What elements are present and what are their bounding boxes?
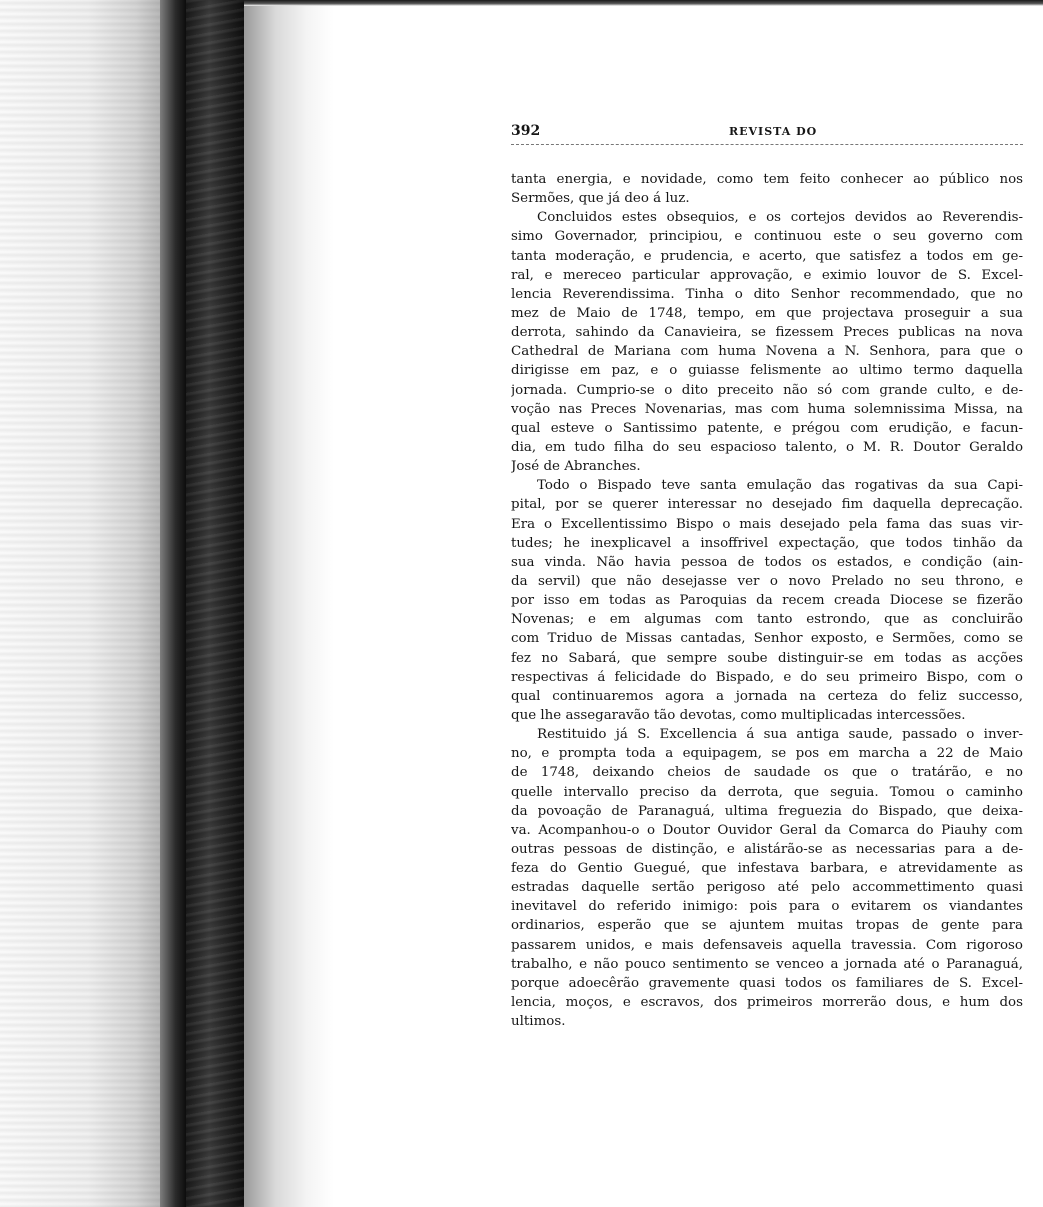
body-text <box>511 170 1023 1031</box>
text-line: José de Abranches. <box>511 459 641 475</box>
text-line: sua vinda. Não havia pessoa de todos os estados, e condição (ain- <box>511 554 1023 570</box>
text-line: mez de Maio de 1748, tempo, em que projectava proseguir a sua <box>511 305 1023 321</box>
text-line: com Triduo de Missas cantadas, Senhor exposto, e Sermões, como se <box>511 631 1023 647</box>
text-line: voção nas Preces Novenarias, mas com huma solemnissima Missa, na <box>511 401 1023 417</box>
text-line: dia, em tudo filha do seu espacioso talento, o M. R. Doutor Geraldo <box>511 439 1023 455</box>
text-line: quelle intervallo preciso da derrota, que seguia. Tomou o caminho <box>511 784 1023 800</box>
text-line: Concluidos estes obsequios, e os cortejos devidos ao Reverendis- <box>537 210 1023 226</box>
text-line: Novenas; e em algumas com tanto estrondo, que as concluirão <box>511 612 1023 628</box>
text-line: ultimos. <box>511 1014 566 1030</box>
text-line: porque adoecêrão gravemente quasi todos os familiares de S. Excel- <box>511 975 1023 991</box>
text-line: da povoação de Paranaguá, ultima freguezia do Bispado, que deixa- <box>511 803 1023 819</box>
running-head: REVISTA DO <box>729 125 818 138</box>
spine-shadow <box>160 0 186 1207</box>
header-rule <box>511 144 1023 145</box>
text-line: de 1748, deixando cheios de saudade os que o tratárão, e no <box>511 765 1023 781</box>
book-spine <box>186 0 244 1207</box>
text-line: ral, e mereceo particular approvação, e eximio louvor de S. Excel- <box>511 267 1023 283</box>
text-line: ordinarios, esperão que se ajuntem muitas tropas de gente para <box>511 918 1023 934</box>
page-number: 392 <box>511 123 541 139</box>
text-line: estradas daquelle sertão perigoso até pelo accommettimento quasi <box>511 880 1023 896</box>
text-line: outras pessoas de distinção, e alistárão-se as necessarias para a de- <box>511 841 1023 857</box>
text-line: tudes; he inexplicavel a insoffrivel expectação, que todos tinhão da <box>511 535 1023 551</box>
page-top-edge <box>244 0 1043 6</box>
text-line: Sermões, que já deo á luz. <box>511 191 690 207</box>
text-line: dirigisse em paz, e o guiasse felismente ao ultimo termo daquella <box>511 363 1023 379</box>
text-line: va. Acompanhou-o o Doutor Ouvidor Geral da Comarca do Piauhy com <box>511 822 1023 838</box>
page-gutter <box>244 0 334 1207</box>
text-line: lencia Reverendissima. Tinha o dito Senhor recommendado, que no <box>511 286 1023 302</box>
text-line: fez no Sabará, que sempre soube distinguir-se em todas as acções <box>511 650 1023 666</box>
text-line: Era o Excellentissimo Bispo o mais desejado pela fama das suas vir- <box>511 516 1023 532</box>
text-line: qual continuaremos agora a jornada na certeza do feliz successo, <box>511 688 1023 704</box>
text-line: lencia, moços, e escravos, dos primeiros morrerão dous, e hum dos <box>511 995 1023 1011</box>
text-line: passarem unidos, e mais defensaveis aquella travessia. Com rigoroso <box>511 937 1023 953</box>
text-line: trabalho, e não pouco sentimento se venceo a jornada até o Paranaguá, <box>511 956 1023 972</box>
text-line: pital, por se querer interessar no desejado fim daquella deprecação. <box>511 497 1023 513</box>
text-line: derrota, sahindo da Canavieira, se fizessem Preces publicas na nova <box>511 325 1023 341</box>
text-line: no, e prompta toda a equipagem, se pos em marcha a 22 de Maio <box>511 746 1023 762</box>
text-line: qual esteve o Santissimo patente, e prégou com erudição, e facun- <box>511 420 1023 436</box>
page-header <box>511 123 1023 147</box>
text-line: tanta moderação, e prudencia, e acerto, que satisfez a todos em ge- <box>511 248 1023 264</box>
scan-margin-left <box>0 0 160 1207</box>
text-line: da servil) que não desejasse ver o novo Prelado no seu throno, e <box>511 573 1023 589</box>
text-line: feza do Gentio Guegué, que infestava barbara, e atrevidamente as <box>511 861 1023 877</box>
text-line: inevitavel do referido inimigo: pois para o evitarem os viandantes <box>511 899 1023 915</box>
text-line: Restituido já S. Excellencia á sua antiga saude, passado o inver- <box>537 727 1023 743</box>
text-line: simo Governador, principiou, e continuou este o seu governo com <box>511 229 1023 245</box>
text-line: Todo o Bispado teve santa emulação das rogativas da sua Capi- <box>537 478 1023 494</box>
text-line: Cathedral de Mariana com huma Novena a N. Senhora, para que o <box>511 344 1023 360</box>
text-line: respectivas á felicidade do Bispado, e do seu primeiro Bispo, com o <box>511 669 1023 685</box>
text-line: jornada. Cumprio-se o dito preceito não só com grande culto, e de- <box>511 382 1023 398</box>
text-line: que lhe assegaravão tão devotas, como multiplicadas intercessões. <box>511 707 966 723</box>
text-line: tanta energia, e novidade, como tem feito conhecer ao público nos <box>511 172 1023 187</box>
text-line: por isso em todas as Paroquias da recem creada Diocese se fizerão <box>511 593 1023 609</box>
